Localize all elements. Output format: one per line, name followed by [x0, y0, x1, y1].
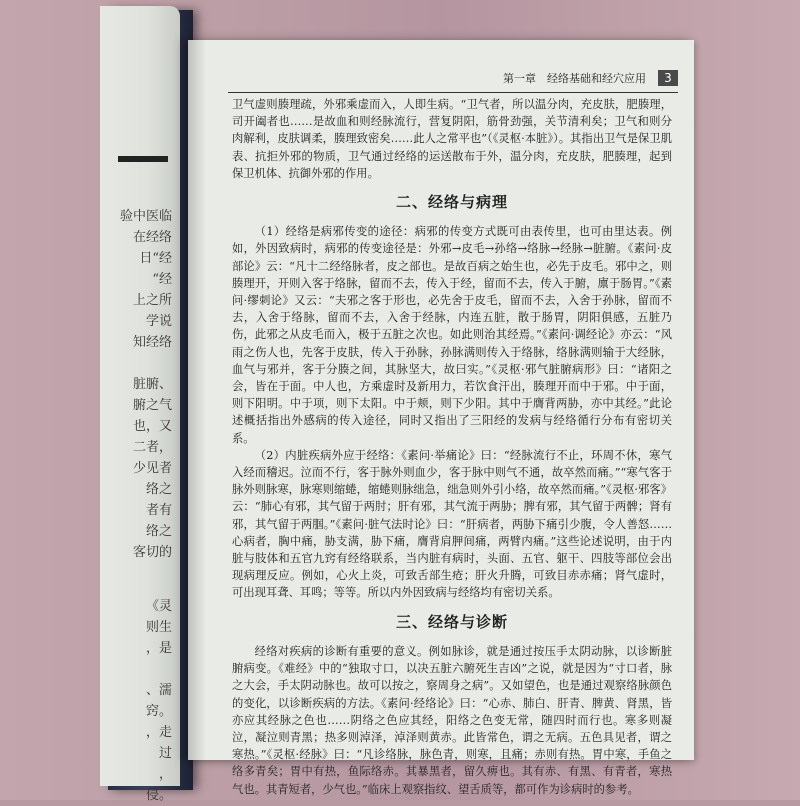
- left-line: ，: [158, 767, 172, 782]
- left-line: 在经络: [132, 230, 172, 245]
- left-line: [100, 353, 180, 374]
- left-line: 验中医临: [119, 209, 172, 224]
- left-line: 《灵: [145, 599, 172, 614]
- section-heading-pathology: 二、经络与病理: [395, 193, 508, 212]
- left-page: [100, 6, 180, 803]
- paragraph: （1）经络是病邪传变的途径：病邪的传变方式既可由表传里，也可由里达表。例如，外因致病时，病邪的传变途径是：外邪→皮毛→孙络→络脉→经脉→脏腑。《素问·皮部论》云：“凡十二经络脉者，皮之部也。是故百病之始生也，必先于皮毛。邪中之，则腠理开，开则入客于络脉，留而不去，传入于经，留而不去，传入于腑，廪于肠胃。”《素问·缪刺论》又云：“夫邪之客于形也，必先舍于皮毛，留而不去，入舍于孙脉，留而不去，入舍于络脉，留而不去，入舍于经脉，内连五脏，散于肠胃，阴阳俱感，五脏乃伤，此邪之从皮毛而入，极于五脏之次也。如此则治其经焉。”《素问·调经论》亦云：“风雨之伤人也，先客于皮肤，传入于孙脉，孙脉满则传入于络脉，络脉满则输于大经脉，血气与邪并，客于分腠之间，其脉坚大，故曰实。”《灵枢·邪气脏腑病形》曰：“诸阳之会，皆在于面。中人也，方乘虚时及新用力，若饮食汗出，腠理开而中于邪。中于面，则下阳明。中于项，则下太阳。中于颊，则下少阳。其中于膺背两胁，亦中其经。”此论述概括指出外感病的传入途径，同时又指出了三阳经的发病与经络循行分布有密切关系。: [232, 225, 672, 445]
- left-line: 客切的: [132, 545, 172, 560]
- left-line: 络之: [145, 482, 172, 497]
- left-page-rule: [118, 156, 168, 162]
- left-line: 者有: [145, 503, 172, 518]
- left-line: ，是: [145, 641, 172, 656]
- gutter-shadow: [188, 40, 206, 760]
- intro-paragraph: 卫气虚则腠理疏，外邪乘虚而入，人即生病。“卫气者，所以温分肉，充皮肤，肥腠理，司开阖者也……是故血和则经脉流行，营复阴阳，筋骨劲强，关节清利矣；卫气和则分肉解利，皮肤调柔，腠理致密矣……此人之常平也”（《灵枢·本脏》）。其指出卫气是保卫肌表、抗拒外邪的物质，卫气通过经络的运送散布于外，温分肉，充皮肤，肥腠理，起到保卫机体、抗御外邪的作用。: [232, 98, 672, 180]
- page-number: 3: [658, 70, 678, 86]
- left-page-text-top: [100, 206, 180, 563]
- left-line: 知经络: [132, 335, 172, 350]
- paragraph: （2）内脏疾病外应于经络：《素问·举痛论》曰：“经脉流行不止，环周不休，寒气入经而稽迟。泣而不行，客于脉外则血少，客于脉中则气不通，故卒然而痛。”“寒气客于脉外则脉寒，脉寒则缩蜷，缩蜷则脉绌急，绌急则外引小络，故卒然而痛。”《灵枢·邪客》云：“肺心有邪，其气留于两肘；肝有邪，其气流于两胁；脾有邪，其气留于两髀；肾有邪，其气留于两腘。”《素问·脏气法时论》曰：“肝病者，两胁下痛引少腹，令人善怒……心病者，胸中痛，胁支满，胁下痛，膺背肩胛间痛，两臂内痛。”这些论述说明，由于内脏与肢体和五官九窍有经络联系，当内脏有病时，头面、五官、躯干、四肢等部位会出现病理反应。例如，心火上炎，可致舌部生疮；肝火升腾，可致目赤赤痛；肾气虚时，可出现耳聋、耳鸣；等等。所以内外因致病与经络均有密切关系。: [232, 448, 672, 600]
- left-line: “经: [152, 272, 172, 287]
- section-heading-diagnosis: 三、经络与诊断: [395, 612, 508, 631]
- left-line: 、濡: [145, 683, 172, 698]
- left-line: 过: [158, 746, 172, 761]
- paragraph: 经络对疾病的诊断有重要的意义。例如脉诊，就是通过按压手太阴动脉，以诊断脏腑病变。《难经》中的“独取寸口，以决五脏六腑死生吉凶”之说，就是因为“寸口者，脉之大会，手太阴动脉也。故可以按之，察周身之病”。又如望色，也是通过观察络脉颜色的变化，以诊断疾病的方法。《素问·经络论》曰：“心赤、肺白、肝青、脾黄、肾黑，皆亦应其经脉之色也……阴络之色应其经，阳络之色变无常，随四时而行也。寒多则凝泣，凝泣则青黑；热多则淖泽，淖泽则黄赤。此皆常色，谓之无病。五色具见者，谓之寒热。”《灵枢·经脉》曰：“凡诊络脉，脉色青，则寒，且痛；赤则有热。胃中寒，手鱼之络多青矣；胃中有热，鱼际络赤。其暴黑者，留久痹也。其有赤、有黑、有青者，寒热气也。其青短者，少气也。”临床上观察指纹、望舌质等，都可作为诊病时的参考。: [232, 644, 672, 796]
- left-line: [100, 659, 180, 680]
- left-line: 侵。: [145, 788, 172, 803]
- left-line: 学说: [145, 314, 172, 329]
- left-line: 上之所: [132, 293, 172, 308]
- left-line: 也，又: [132, 419, 172, 434]
- left-line: 少见者: [132, 461, 172, 476]
- body-text: [232, 96, 672, 798]
- left-line: 腑之气: [132, 398, 172, 413]
- chapter-title: 第一章 经络基础和经穴应用: [503, 72, 646, 85]
- left-line: 日“经: [139, 251, 172, 266]
- left-line: 窍。: [145, 704, 172, 719]
- left-page-text-bottom: [100, 596, 180, 806]
- header-rule: [228, 92, 678, 93]
- running-head: [448, 70, 678, 90]
- left-line: 络之: [145, 524, 172, 539]
- right-page: [188, 40, 694, 796]
- left-line: ，走: [145, 725, 172, 740]
- left-line: 则生: [145, 620, 172, 635]
- left-line: 二者，: [132, 440, 172, 455]
- left-line: 脏腑、: [132, 377, 172, 392]
